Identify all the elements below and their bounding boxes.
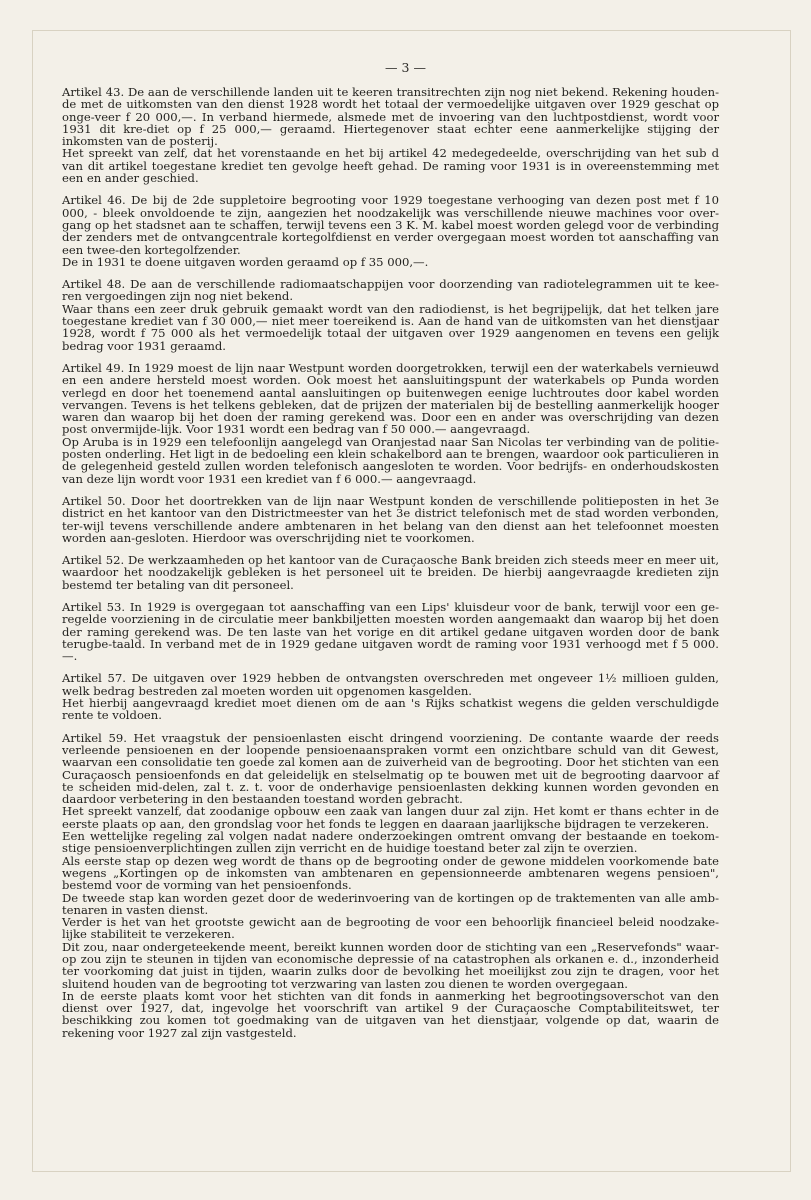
article-paragraph: Artikel 46. De bij de 2de suppletoire begrooting voor 1929 toegestane verhooging van dezen post met f 10 000, - bleek onvoldoende te zijn, aangezien het noodzakelijk was verschillende nieuwe machines voor over-gang op het stadsnet aan te schaffen, terwijl tevens een 3 K. M. kabel moest worden gelegd voor de verbinding der zenders met de ontvangcentrale kortegolfdienst en verder overgegaan moest worden tot aanschaffing van een twee-den kortegolfzender. xyxy=(62,193,719,257)
article-continuation-paragraph: Als eerste stap op dezen weg wordt de thans op de begrooting onder de gewone middelen voorkomende bate wegens „Kortingen op de inkomsten van ambtenaren en gepensionneerde ambtenaren wegens pensioen", bestemd voor de vorming van het pensioenfonds. xyxy=(62,853,719,893)
article-section xyxy=(62,495,719,544)
article-section xyxy=(62,194,719,268)
article-paragraph: Artikel 50. Door het doortrekken van de lijn naar Westpunt konden de verschillende politieposten in het 3e district en het kantoor van den Districtmeester van het 3e district telefonisch met de stad worden verbonden, ter-wijl tevens verschillende andere ambtenaren in het belang van den dienst aan het telefoonnet moesten worden aan-gesloten. Hierdoor was overschrijding niet te voorkomen. xyxy=(62,493,719,545)
article-continuation-paragraph: De tweede stap kan worden gezet door de wederinvoering van de kortingen op de traktementen van alle amb-tenaren in vasten dienst. xyxy=(62,890,719,917)
article-paragraph: Artikel 43. De aan de verschillende landen uit te keeren transitrechten zijn nog niet bekend. Rekening houden-de met de uitkomsten van den dienst 1928 wordt het totaal der vermoedelijke uitgaven over 1929 geschat op onge-veer f 20 000,—. In verband hiermede, alsmede met de invoering van den luchtpostdienst, wordt voor 1931 dit kre-diet op f 25 000,— geraamd. Hiertegenover staat echter eene aanmerkelijke stijging der inkomsten van de posterij. xyxy=(62,85,719,149)
page-number: — 3 — xyxy=(385,60,426,75)
article-section xyxy=(62,278,719,352)
article-continuation-paragraph: Een wettelijke regeling zal volgen nadat nadere onderzoekingen omtrent omvang der bestaande en toekom-stige pensioenverplichtingen zullen zijn verricht en de huidige toestand beter zal zijn te overzien. xyxy=(62,829,719,856)
article-paragraph: Artikel 49. In 1929 moest de lijn naar Westpunt worden doorgetrokken, terwijl een der waterkabels vernieuwd en een andere hersteld moest worden. Ook moest het aansluitingspunt der waterkabels op Punda worden verlegd en door het toenemend aantal aansluitingen op buitenwegen eenige luchtroutes door kabel worden vervangen. Tevens is het telkens gebleken, dat de prijzen der materialen bij de bestelling aanmerkelijk hooger waren dan waarop bij het doen der raming gerekend was. Door een en ander was overschrijding van dezen post onvermijde-lijk. Voor 1931 wordt een bedrag van f 50 000.— aangevraagd. xyxy=(62,360,719,437)
article-section xyxy=(62,601,719,662)
article-paragraph: Artikel 48. De aan de verschillende radiomaatschappijen voor doorzending van radiotelegrammen uit te kee-ren vergoedingen zijn nog niet bekend. xyxy=(62,277,719,304)
article-paragraph: Artikel 53. In 1929 is overgegaan tot aanschaffing van een Lips' kluisdeur voor de bank, terwijl voor een ge-regelde voorziening in de circulatie meer bankbiljetten moesten worden aangemaakt dan waarop bij het doen der raming gerekend was. De ten laste van het vorige en dit artikel gedane uitgaven worden door de bank terugbe-taald. In verband met de in 1929 gedane uitgaven wordt de raming voor 1931 verhoogd met f 5 000.—. xyxy=(62,599,719,664)
article-paragraph: Artikel 52. De werkzaamheden op het kantoor van de Curaçaosche Bank breiden zich steeds meer en meer uit, waardoor het noodzakelijk gebleken is het personeel uit te breiden. De hierbij aangevraagde kredieten zijn bestemd ter betaling van dit personeel. xyxy=(62,553,719,592)
article-section xyxy=(62,86,719,184)
article-section xyxy=(62,554,719,591)
article-continuation-paragraph: Op Aruba is in 1929 een telefoonlijn aangelegd van Oranjestad naar San Nicolas ter verbinding van de politie-posten onderling. Het ligt in de bedoeling een klein schakelbord aan te brengen, waardoor ook particulieren in de gelegenheid gesteld zullen worden telefonisch aangesloten te worden. Voor bedrijfs- en onderhoudskosten van deze lijn wordt voor 1931 een krediet van f 6 000.— aangevraagd. xyxy=(62,434,719,486)
document-body xyxy=(62,86,719,1049)
article-continuation-paragraph: Het spreekt vanzelf, dat zoodanige opbouw een zaak van langen duur zal zijn. Het komt er thans echter in de eerste plaats op aan, den grondslag voor het fonds te leggen en daaraan jaarlijksche bijdragen te verzekeren. xyxy=(62,804,719,831)
article-paragraph: Artikel 59. Het vraagstuk der pensioenlasten eischt dringend voorziening. De contante waarde der reeds verleende pensioenen en der loopende pensioenaanspraken vormt een onzichtbare schuld van dit Gewest, waarvan een consolidatie ten goede zal komen aan de zuiverheid van de begrooting. Door het stichten van een Curaçaosch pensioenfonds en dat geleidelijk en stelselmatig op te bouwen met uit de begrooting daarvoor af te scheiden mid-delen, zal t. z. t. voor de onderhavige pensioenlasten dekking kunnen worden gevonden en daardoor verbetering in den bestaanden toestand worden gebracht. xyxy=(62,730,719,807)
article-continuation-paragraph: Het hierbij aangevraagd krediet moet dienen om de aan 's Rijks schatkist wegens die gelden verschuldigde rente te voldoen. xyxy=(62,696,719,723)
article-continuation-paragraph: In de eerste plaats komt voor het stichten van dit fonds in aanmerking het begrootingsoverschot van den dienst over 1927, dat, ingevolge het voorschrift van artikel 9 der Curaçaosche Comptabiliteitswet, ter beschikking zou komen tot goedmaking van de uitgaven van het dienstjaar, volgende op dat, waarin de rekening voor 1927 zal zijn vastgesteld. xyxy=(62,988,719,1040)
article-continuation-paragraph: De in 1931 te doene uitgaven worden geraamd op f 35 000,—. xyxy=(62,254,429,269)
article-paragraph: Artikel 57. De uitgaven over 1929 hebben de ontvangsten overschreden met ongeveer 1½ millioen gulden, welk bedrag bestreden zal moeten worden uit opgenomen kasgelden. xyxy=(62,671,719,698)
article-continuation-paragraph: Verder is het van het grootste gewicht aan de begrooting de voor een behoorlijk financieel beleid noodzake-lijke stabiliteit te verzekeren. xyxy=(62,915,719,942)
article-section xyxy=(62,732,719,1039)
article-section xyxy=(62,672,719,721)
article-continuation-paragraph: Het spreekt van zelf, dat het vorenstaande en het bij artikel 42 medegedeelde, overschrijding van het sub d van dit artikel toegestane krediet ten gevolge heeft gehad. De raming voor 1931 is in overeenstemming met een en ander geschied. xyxy=(62,146,719,186)
article-continuation-paragraph: Dit zou, naar ondergeteekende meent, bereikt kunnen worden door de stichting van een „Reservefonds" waar-op zou zijn te steunen in tijden van economische depressie of na catastrophen als orkanen e. d., inzonderheid ter voorkoming dat juist in tijden, waarin zulks door de bevolking het moeilijkst zou zijn te dragen, voor het sluitend houden van de begrooting tot verzwaring van lasten zou dienen te worden overgegaan. xyxy=(62,939,719,991)
article-section xyxy=(62,362,719,485)
article-continuation-paragraph: Waar thans een zeer druk gebruik gemaakt wordt van den radiodienst, is het begrijpelijk, dat het telken jare toegestane krediet van f 30 000,— niet meer toereikend is. Aan de hand van de uitkomsten van het dienstjaar 1928, wordt f 75 000 als het vermoedelijk totaal der uitgaven over 1929 aangenomen en tevens een gelijk bedrag voor 1931 geraamd. xyxy=(62,301,719,353)
